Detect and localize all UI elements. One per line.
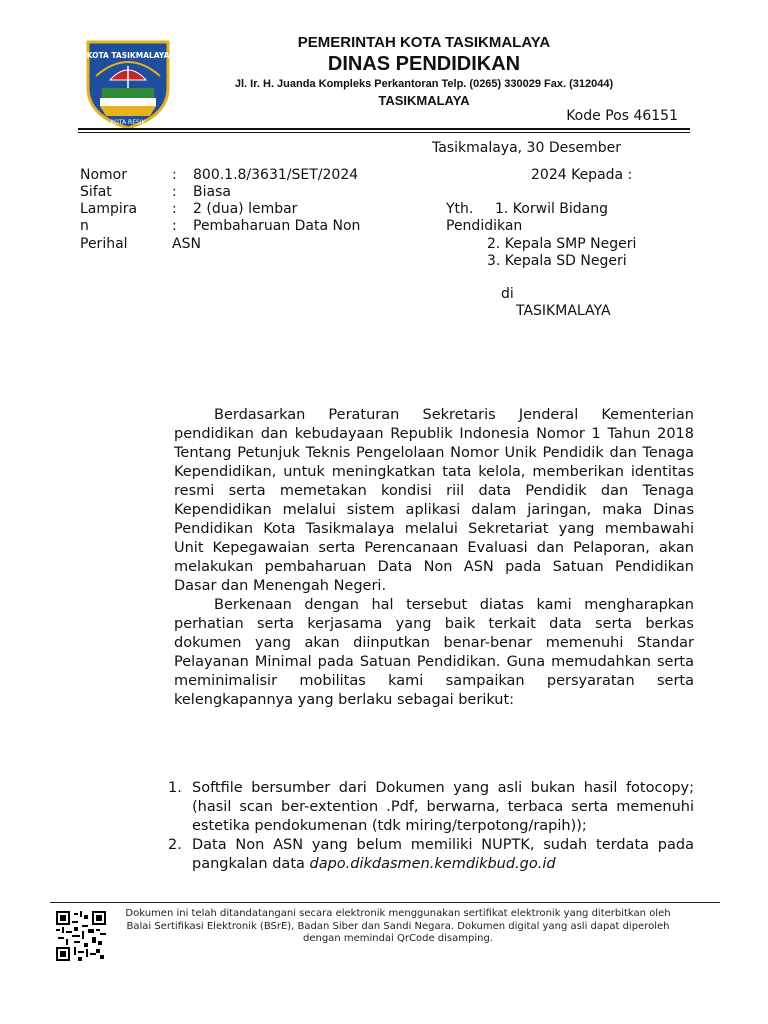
list-item [168,836,694,874]
list-item [168,779,694,836]
recipient-place: TASIKMALAYA [516,303,611,319]
yth-label: Yth. [446,201,474,217]
list-item-number: 1. [168,780,182,796]
government-name: PEMERINTAH KOTA TASIKMALAYA [297,34,551,51]
nomor-label: Nomor [80,167,127,183]
perihal-label: Perihal [80,236,128,252]
recipient-2: 2. Kepala SMP Negeri [487,236,637,252]
sifat-value: Biasa [193,184,231,200]
recipient-1-wrap: Pendidikan [446,218,523,234]
lampiran-colon: : [172,201,177,217]
list-item-text-main: Data Non ASN yang belum memiliki NUPTK, sudah terdata pada pangkalan data [192,837,694,872]
perihal-colon: : [172,218,177,234]
svg-text:KOTA RESIK: KOTA RESIK [110,119,146,126]
qr-code-icon[interactable] [56,911,106,961]
footer-rule [50,902,720,903]
perihal-value-wrap: ASN [172,236,201,252]
svg-text:KOTA TASIKMALAYA: KOTA TASIKMALAYA [86,51,170,60]
lampiran-label: Lampira [80,201,138,217]
dapodik-link[interactable]: dapo.dikdasmen.kemdikbud.go.id [309,856,556,872]
sifat-label: Sifat [80,184,112,200]
nomor-value: 800.1.8/3631/SET/2024 [193,167,359,183]
lampiran-label-wrap: n [80,218,89,234]
recipient-1: 1. Korwil Bidang [495,201,609,217]
lampiran-value: 2 (dua) lembar [193,201,298,217]
paragraph-2: Berkenaan dengan hal tersebut diatas kami mengharapkan perhatian serta kerjasama yang baik terkait data serta berkas dokumen yang akan diinputkan benar-benar memenuhi Standar Pelayanan Minimal pada Satuan Pendidikan. Guna memudahkan serta meminimalisir mobilitas kami sampaikan persyaratan serta kelengkapannya yang berlaku sebagai berikut: [174,597,694,708]
letter-date: Tasikmalaya, 30 Desember [432,140,622,156]
sifat-colon: : [172,184,177,200]
postal-code: Kode Pos 46151 [566,108,678,124]
di-label: di [501,286,514,302]
office-name: DINAS PENDIDIKAN [327,53,521,75]
list-item-text [192,836,694,874]
list-item-number: 2. [168,837,182,853]
requirements-list [168,779,694,874]
paragraph-1: Berdasarkan Peraturan Sekretaris Jenderal Kementerian pendidikan dan kebudayaan Republik Indonesia Nomor 1 Tahun 2018 Tentang Petunjuk Teknis Pengelolaan Nomor Unik Pendidik dan Tenaga Kependidikan, untuk meningkatkan tata kelola, memberikan identitas resmi serta memetakan kondisi riil data Pendidik dan Tenaga Kependidikan melalui sistem aplikasi dalam jaringan, maka Dinas Pendidikan Kota Tasikmalaya melalui Sekretariat yang membawahi Unit Kepegawaian serta Perencanaan Evaluasi dan Pelaporan, akan melakukan pembaharuan Data Non ASN pada Satuan Pendidikan Dasar dan Menengah Negeri. [174,407,694,594]
nomor-colon: : [172,167,177,183]
list-item-text: Softfile bersumber dari Dokumen yang asli bukan hasil fotocopy; (hasil scan ber-extention .Pdf, berwarna, terbaca serta memenuhi estetika pendokumenan (tdk miring/terpotong/rapih)); [192,780,694,834]
office-city: TASIKMALAYA [378,93,470,108]
addressed-to-label: 2024 Kepada : [531,167,633,183]
recipient-3: 3. Kepala SD Negeri [487,253,627,269]
letterhead-rule-thin [78,132,690,133]
letter-body [174,406,694,710]
e-signature-note: Dokumen ini telah ditandatangani secara elektronik menggunakan sertifikat elektronik yang diterbitkan oleh Balai Sertifikasi Elektronik (BSrE), Badan Siber dan Sandi Negara. Dokumen digital yang asli dapat diperoleh dengan memindai QrCode disamping. [125,908,671,944]
letterhead-rule [78,128,690,130]
office-address: Jl. Ir. H. Juanda Kompleks Perkantoran Telp. (0265) 330029 Fax. (312044) [234,78,614,90]
perihal-value: Pembaharuan Data Non [193,218,361,234]
